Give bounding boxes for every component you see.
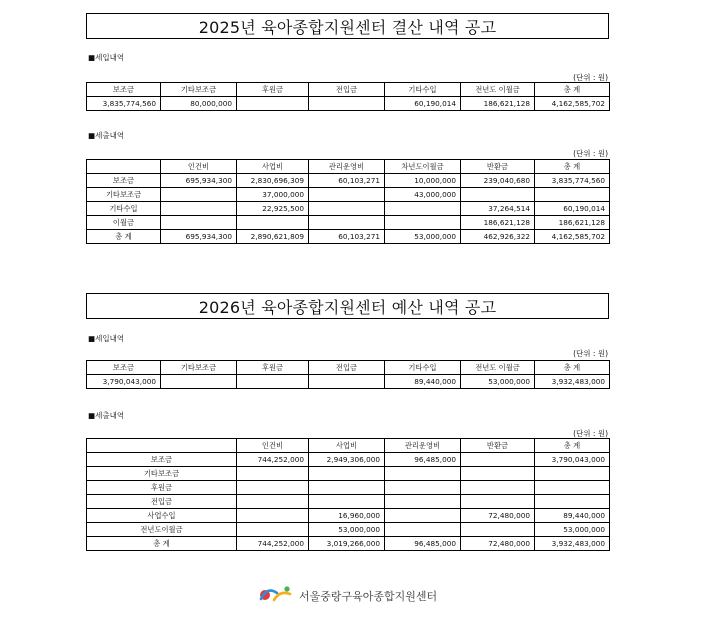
value-cell: 89,440,000 [535, 509, 610, 523]
value-cell: 186,621,128 [461, 216, 535, 230]
value-cell [535, 188, 610, 202]
row-label: 후원금 [87, 481, 237, 495]
table-row [87, 495, 610, 509]
expense-label-2026: ■세출내역 [88, 411, 125, 420]
value-cell [461, 523, 535, 537]
value-cell: 462,926,322 [461, 230, 535, 244]
value-cell: 3,932,483,000 [535, 375, 610, 389]
value-cell: 37,000,000 [237, 188, 309, 202]
table-row [87, 453, 610, 467]
value-cell [461, 453, 535, 467]
unit-label-2025-expense: (단위 : 원) [573, 149, 608, 158]
column-header [87, 439, 237, 453]
value-cell: 22,925,500 [237, 202, 309, 216]
value-cell [309, 202, 385, 216]
value-cell [309, 188, 385, 202]
column-header: 전년도 이월금 [461, 83, 535, 97]
value-cell: 53,000,000 [461, 375, 535, 389]
value-cell: 16,960,000 [309, 509, 385, 523]
column-header: 후원금 [237, 83, 309, 97]
income-label-2026: ■세입내역 [88, 334, 125, 343]
value-cell [535, 481, 610, 495]
value-cell [161, 202, 237, 216]
column-header: 관리운영비 [309, 160, 385, 174]
value-cell: 695,934,300 [161, 174, 237, 188]
column-header: 보조금 [87, 361, 161, 375]
income-header-row [87, 361, 610, 375]
row-label: 이월금 [87, 216, 161, 230]
value-cell: 4,162,585,702 [535, 97, 610, 111]
value-cell [309, 97, 385, 111]
column-header: 총 계 [535, 361, 610, 375]
value-cell: 3,790,043,000 [87, 375, 161, 389]
title-2025: 2025년 육아종합지원센터 결산 내역 공고 [86, 13, 609, 39]
row-label: 보조금 [87, 453, 237, 467]
table-row [87, 467, 610, 481]
column-header: 총 계 [535, 439, 610, 453]
column-header [87, 160, 161, 174]
expense-header-row [87, 160, 610, 174]
value-cell [535, 495, 610, 509]
table-row [87, 537, 610, 551]
column-header: 사업비 [237, 160, 309, 174]
value-cell: 96,485,000 [385, 537, 461, 551]
value-cell [385, 202, 461, 216]
column-header: 전입금 [309, 83, 385, 97]
table-row [87, 188, 610, 202]
column-header: 총 계 [535, 160, 610, 174]
value-cell: 3,932,483,000 [535, 537, 610, 551]
column-header: 인건비 [237, 439, 309, 453]
value-cell: 186,621,128 [535, 216, 610, 230]
column-header: 전년도 이월금 [461, 361, 535, 375]
row-label: 총 계 [87, 537, 237, 551]
column-header: 관리운영비 [385, 439, 461, 453]
value-cell [461, 467, 535, 481]
title-2026: 2026년 육아종합지원센터 예산 내역 공고 [86, 293, 609, 319]
row-label: 기타보조금 [87, 188, 161, 202]
value-cell: 72,480,000 [461, 537, 535, 551]
row-label: 사업수입 [87, 509, 237, 523]
expense-label-2025: ■세출내역 [88, 131, 125, 140]
value-cell [237, 509, 309, 523]
value-cell: 744,252,000 [237, 453, 309, 467]
value-cell [309, 375, 385, 389]
footer [257, 584, 437, 608]
value-cell [309, 495, 385, 509]
value-cell [461, 481, 535, 495]
column-header: 사업비 [309, 439, 385, 453]
value-cell: 3,835,774,560 [87, 97, 161, 111]
value-cell [309, 467, 385, 481]
value-cell: 96,485,000 [385, 453, 461, 467]
value-cell: 3,019,266,000 [309, 537, 385, 551]
value-cell [385, 467, 461, 481]
value-cell [237, 481, 309, 495]
row-label: 보조금 [87, 174, 161, 188]
column-header: 기타수입 [385, 361, 461, 375]
unit-label-2026-income: (단위 : 원) [573, 349, 608, 358]
income-header-row [87, 83, 610, 97]
unit-label-2025-income: (단위 : 원) [573, 73, 608, 82]
value-cell [237, 97, 309, 111]
value-cell: 2,949,306,000 [309, 453, 385, 467]
column-header: 기타보조금 [161, 361, 237, 375]
income-label-2025: ■세입내역 [88, 53, 125, 62]
footer-org-name: 서울중랑구육아종합지원센터 [299, 590, 438, 603]
column-header: 차년도이월금 [385, 160, 461, 174]
value-cell [385, 495, 461, 509]
table-row [87, 216, 610, 230]
value-cell [385, 523, 461, 537]
value-cell [385, 216, 461, 230]
value-cell: 3,835,774,560 [535, 174, 610, 188]
value-cell [385, 509, 461, 523]
table-row [87, 202, 610, 216]
expense-header-row [87, 439, 610, 453]
unit-label-2026-expense: (단위 : 원) [573, 429, 608, 438]
column-header: 인건비 [161, 160, 237, 174]
value-cell [461, 495, 535, 509]
value-cell: 744,252,000 [237, 537, 309, 551]
value-cell [237, 495, 309, 509]
value-cell: 60,103,271 [309, 230, 385, 244]
value-cell: 4,162,585,702 [535, 230, 610, 244]
value-cell: 60,103,271 [309, 174, 385, 188]
value-cell: 43,000,000 [385, 188, 461, 202]
value-cell: 53,000,000 [535, 523, 610, 537]
column-header: 기타수입 [385, 83, 461, 97]
value-cell [161, 188, 237, 202]
value-cell: 60,190,014 [535, 202, 610, 216]
table-row [87, 174, 610, 188]
income-value-row [87, 375, 610, 389]
value-cell [237, 523, 309, 537]
value-cell [237, 467, 309, 481]
row-label: 총 계 [87, 230, 161, 244]
seal-logo-icon [257, 584, 295, 608]
row-label: 전년도이월금 [87, 523, 237, 537]
value-cell [237, 216, 309, 230]
row-label: 전입금 [87, 495, 237, 509]
value-cell: 53,000,000 [309, 523, 385, 537]
table-row [87, 523, 610, 537]
column-header: 보조금 [87, 83, 161, 97]
value-cell: 72,480,000 [461, 509, 535, 523]
column-header: 반환금 [461, 439, 535, 453]
table-row [87, 230, 610, 244]
column-header: 전입금 [309, 361, 385, 375]
value-cell: 186,621,128 [461, 97, 535, 111]
value-cell [461, 188, 535, 202]
value-cell [535, 467, 610, 481]
table-row [87, 481, 610, 495]
row-label: 기타수입 [87, 202, 161, 216]
value-cell: 60,190,014 [385, 97, 461, 111]
value-cell [237, 375, 309, 389]
value-cell [161, 216, 237, 230]
value-cell [385, 481, 461, 495]
column-header: 후원금 [237, 361, 309, 375]
value-cell [309, 216, 385, 230]
value-cell: 80,000,000 [161, 97, 237, 111]
expense-table-2025 [86, 159, 610, 244]
value-cell [161, 375, 237, 389]
income-table-2026 [86, 360, 610, 389]
row-label: 기타보조금 [87, 467, 237, 481]
value-cell [309, 481, 385, 495]
value-cell: 89,440,000 [385, 375, 461, 389]
value-cell: 3,790,043,000 [535, 453, 610, 467]
table-row [87, 509, 610, 523]
column-header: 총 계 [535, 83, 610, 97]
value-cell: 37,264,514 [461, 202, 535, 216]
income-value-row [87, 97, 610, 111]
column-header: 반환금 [461, 160, 535, 174]
value-cell: 695,934,300 [161, 230, 237, 244]
column-header: 기타보조금 [161, 83, 237, 97]
expense-table-2026 [86, 438, 610, 551]
income-table-2025 [86, 82, 610, 111]
value-cell: 53,000,000 [385, 230, 461, 244]
value-cell: 2,890,621,809 [237, 230, 309, 244]
value-cell: 2,830,696,309 [237, 174, 309, 188]
value-cell: 10,000,000 [385, 174, 461, 188]
value-cell: 239,040,680 [461, 174, 535, 188]
